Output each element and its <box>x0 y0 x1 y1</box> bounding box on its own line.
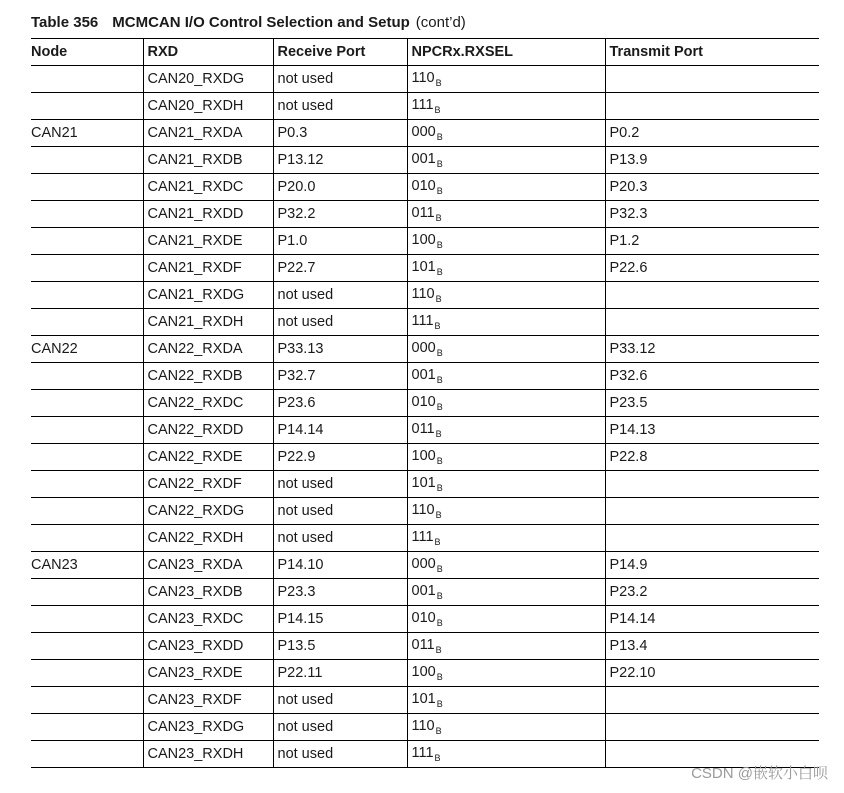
cell-rxd-text: CAN22_RXDF <box>147 476 242 492</box>
cell-rxd-text: CAN22_RXDA <box>147 341 243 357</box>
cell-transmit-port-text: P22.6 <box>609 260 648 276</box>
table-row <box>31 120 819 147</box>
cell-node <box>31 201 143 228</box>
rxsel-base-subscript: B <box>436 186 443 196</box>
watermark: CSDN @嵌软小白呗 <box>691 765 828 782</box>
cell-node <box>31 363 143 390</box>
rxsel-value: 000 <box>411 340 436 356</box>
cell-rxd <box>143 390 273 417</box>
cell-transmit-port <box>605 579 819 606</box>
table-row <box>31 336 819 363</box>
table-row <box>31 282 819 309</box>
rxsel-base-subscript: B <box>435 726 442 736</box>
cell-rxd <box>143 633 273 660</box>
cell-transmit-port <box>605 714 819 741</box>
header-row <box>31 39 819 66</box>
cell-transmit-port <box>605 228 819 255</box>
cell-receive-port-text: P22.11 <box>277 665 323 681</box>
cell-receive-port <box>273 309 407 336</box>
cell-node <box>31 336 143 363</box>
cell-rxsel <box>407 444 605 471</box>
cell-node <box>31 228 143 255</box>
rxsel-value: 011 <box>411 637 435 653</box>
cell-node <box>31 174 143 201</box>
cell-receive-port <box>273 363 407 390</box>
cell-receive-port <box>273 201 407 228</box>
cell-rxd <box>143 255 273 282</box>
cell-transmit-port <box>605 255 819 282</box>
cell-transmit-port-text: P13.4 <box>609 638 648 654</box>
cell-receive-port-text: P22.9 <box>277 449 316 465</box>
cell-rxd <box>143 147 273 174</box>
cell-transmit-port <box>605 498 819 525</box>
rxsel-base-subscript: B <box>435 429 442 439</box>
cell-receive-port-text: P14.10 <box>277 557 324 573</box>
cell-rxsel <box>407 228 605 255</box>
cell-transmit-port <box>605 660 819 687</box>
rxsel-base-subscript: B <box>436 240 443 250</box>
cell-rxsel <box>407 417 605 444</box>
rxsel-value: 111 <box>411 745 434 761</box>
table-row <box>31 633 819 660</box>
table-row <box>31 525 819 552</box>
cell-rxd <box>143 471 273 498</box>
cell-rxd <box>143 120 273 147</box>
rxsel-base-subscript: B <box>436 672 443 682</box>
cell-rxsel <box>407 282 605 309</box>
cell-rxsel <box>407 525 605 552</box>
column-header-node: Node <box>31 39 143 66</box>
cell-rxsel <box>407 174 605 201</box>
column-header-receive-port: Receive Port <box>273 39 407 66</box>
cell-receive-port-text: not used <box>277 530 334 546</box>
cell-receive-port-text: P32.7 <box>277 368 316 384</box>
cell-node <box>31 525 143 552</box>
cell-receive-port-text: not used <box>277 98 334 114</box>
cell-node-text: CAN22 <box>31 341 78 357</box>
cell-transmit-port-text: P14.9 <box>609 557 648 573</box>
cell-receive-port <box>273 714 407 741</box>
rxsel-value: 100 <box>411 664 436 680</box>
table-row <box>31 714 819 741</box>
cell-rxsel <box>407 390 605 417</box>
rxsel-base-subscript: B <box>436 564 443 574</box>
cell-receive-port-text: not used <box>277 746 334 762</box>
cell-rxd-text: CAN22_RXDH <box>147 530 244 546</box>
cell-receive-port <box>273 228 407 255</box>
cell-node-text: CAN23 <box>31 557 78 573</box>
cell-rxd <box>143 174 273 201</box>
rxsel-value: 100 <box>411 448 436 464</box>
io-control-table <box>31 38 819 768</box>
table-row <box>31 201 819 228</box>
table-row <box>31 309 819 336</box>
cell-receive-port <box>273 444 407 471</box>
table-row <box>31 417 819 444</box>
table-caption <box>31 12 466 34</box>
cell-transmit-port <box>605 66 819 93</box>
table-row <box>31 228 819 255</box>
cell-rxd-text: CAN22_RXDG <box>147 503 245 519</box>
cell-rxsel <box>407 633 605 660</box>
cell-receive-port <box>273 255 407 282</box>
rxsel-base-subscript: B <box>436 159 443 169</box>
cell-transmit-port <box>605 147 819 174</box>
cell-rxd-text: CAN21_RXDF <box>147 260 242 276</box>
cell-rxd <box>143 687 273 714</box>
cell-rxd-text: CAN21_RXDC <box>147 179 244 195</box>
cell-rxd-text: CAN23_RXDG <box>147 719 245 735</box>
cell-rxsel <box>407 93 605 120</box>
cell-rxd <box>143 552 273 579</box>
table-row <box>31 552 819 579</box>
table-row <box>31 498 819 525</box>
cell-rxd <box>143 363 273 390</box>
rxsel-value: 000 <box>411 124 436 140</box>
rxsel-base-subscript: B <box>436 483 443 493</box>
rxsel-value: 001 <box>411 583 436 599</box>
rxsel-base-subscript: B <box>436 267 443 277</box>
cell-rxd-text: CAN21_RXDA <box>147 125 243 141</box>
cell-transmit-port <box>605 687 819 714</box>
cell-receive-port-text: not used <box>277 287 334 303</box>
cell-rxd <box>143 336 273 363</box>
cell-rxd-text: CAN23_RXDH <box>147 746 244 762</box>
cell-rxd-text: CAN20_RXDG <box>147 71 245 87</box>
cell-rxd-text: CAN21_RXDD <box>147 206 244 222</box>
cell-rxd-text: CAN22_RXDE <box>147 449 243 465</box>
cell-receive-port <box>273 336 407 363</box>
table-row <box>31 606 819 633</box>
cell-rxd <box>143 579 273 606</box>
table-row <box>31 444 819 471</box>
cell-receive-port-text: P14.15 <box>277 611 324 627</box>
cell-receive-port-text: P14.14 <box>277 422 324 438</box>
rxsel-value: 101 <box>411 691 436 707</box>
table-row <box>31 579 819 606</box>
rxsel-value: 111 <box>411 313 434 329</box>
cell-rxd-text: CAN23_RXDF <box>147 692 242 708</box>
cell-node <box>31 444 143 471</box>
column-header-transmit-port: Transmit Port <box>605 39 819 66</box>
cell-receive-port <box>273 525 407 552</box>
cell-rxd-text: CAN22_RXDD <box>147 422 244 438</box>
cell-transmit-port-text: P1.2 <box>609 233 640 249</box>
cell-node <box>31 120 143 147</box>
cell-rxd-text: CAN20_RXDH <box>147 98 244 114</box>
cell-transmit-port <box>605 93 819 120</box>
cell-receive-port-text: P23.3 <box>277 584 316 600</box>
table-row <box>31 363 819 390</box>
cell-rxsel <box>407 660 605 687</box>
cell-node <box>31 417 143 444</box>
cell-node <box>31 471 143 498</box>
cell-rxd <box>143 228 273 255</box>
cell-rxsel <box>407 363 605 390</box>
table-title: MCMCAN I/O Control Selection and Setup <box>112 14 410 31</box>
cell-node <box>31 66 143 93</box>
table-row <box>31 687 819 714</box>
cell-rxd <box>143 66 273 93</box>
rxsel-base-subscript: B <box>434 753 441 763</box>
table-continued-note: (cont’d) <box>415 14 466 31</box>
cell-receive-port-text: not used <box>277 503 334 519</box>
cell-rxd-text: CAN23_RXDD <box>147 638 244 654</box>
cell-rxd-text: CAN21_RXDG <box>147 287 245 303</box>
table-row <box>31 66 819 93</box>
rxsel-value: 110 <box>411 70 435 86</box>
cell-node <box>31 390 143 417</box>
cell-node <box>31 282 143 309</box>
cell-receive-port-text: not used <box>277 314 334 330</box>
rxsel-base-subscript: B <box>435 78 442 88</box>
table-row <box>31 471 819 498</box>
cell-rxd-text: CAN23_RXDC <box>147 611 244 627</box>
cell-receive-port-text: not used <box>277 71 334 87</box>
cell-rxd-text: CAN23_RXDE <box>147 665 243 681</box>
cell-receive-port-text: P1.0 <box>277 233 308 249</box>
cell-receive-port <box>273 66 407 93</box>
cell-transmit-port <box>605 201 819 228</box>
cell-receive-port-text: P0.3 <box>277 125 308 141</box>
rxsel-base-subscript: B <box>434 105 441 115</box>
cell-rxd <box>143 93 273 120</box>
cell-transmit-port-text: P14.13 <box>609 422 656 438</box>
rxsel-base-subscript: B <box>436 132 443 142</box>
rxsel-base-subscript: B <box>436 375 443 385</box>
rxsel-value: 011 <box>411 205 435 221</box>
table-row <box>31 174 819 201</box>
cell-rxd <box>143 498 273 525</box>
cell-node <box>31 552 143 579</box>
rxsel-base-subscript: B <box>436 402 443 412</box>
cell-rxsel <box>407 741 605 768</box>
cell-receive-port <box>273 390 407 417</box>
cell-receive-port <box>273 687 407 714</box>
cell-node <box>31 714 143 741</box>
cell-transmit-port-text: P23.2 <box>609 584 648 600</box>
cell-receive-port-text: P32.2 <box>277 206 316 222</box>
cell-transmit-port <box>605 633 819 660</box>
cell-node <box>31 741 143 768</box>
column-header-rxsel: NPCRx.RXSEL <box>407 39 605 66</box>
cell-rxsel <box>407 66 605 93</box>
cell-rxd-text: CAN21_RXDH <box>147 314 244 330</box>
cell-receive-port-text: not used <box>277 692 334 708</box>
cell-receive-port <box>273 93 407 120</box>
rxsel-base-subscript: B <box>436 699 443 709</box>
rxsel-value: 110 <box>411 718 435 734</box>
cell-receive-port <box>273 120 407 147</box>
cell-node <box>31 147 143 174</box>
cell-receive-port-text: P22.7 <box>277 260 316 276</box>
cell-rxd-text: CAN23_RXDA <box>147 557 243 573</box>
rxsel-value: 100 <box>411 232 436 248</box>
cell-node <box>31 498 143 525</box>
cell-node <box>31 579 143 606</box>
rxsel-value: 111 <box>411 97 434 113</box>
cell-receive-port-text: P13.12 <box>277 152 324 168</box>
cell-rxsel <box>407 336 605 363</box>
cell-rxd <box>143 741 273 768</box>
cell-receive-port <box>273 633 407 660</box>
cell-node <box>31 687 143 714</box>
cell-node <box>31 660 143 687</box>
rxsel-base-subscript: B <box>436 348 443 358</box>
cell-transmit-port <box>605 390 819 417</box>
cell-receive-port <box>273 606 407 633</box>
cell-node <box>31 309 143 336</box>
rxsel-value: 101 <box>411 259 436 275</box>
cell-transmit-port <box>605 174 819 201</box>
rxsel-base-subscript: B <box>434 537 441 547</box>
cell-transmit-port-text: P22.10 <box>609 665 656 681</box>
cell-rxsel <box>407 255 605 282</box>
cell-rxd <box>143 606 273 633</box>
table-number: Table 356 <box>31 14 99 31</box>
cell-transmit-port-text: P33.12 <box>609 341 656 357</box>
rxsel-value: 010 <box>411 178 436 194</box>
cell-rxd <box>143 444 273 471</box>
cell-node <box>31 606 143 633</box>
cell-receive-port <box>273 282 407 309</box>
cell-transmit-port-text: P32.3 <box>609 206 648 222</box>
cell-receive-port <box>273 579 407 606</box>
rxsel-value: 011 <box>411 421 435 437</box>
cell-rxsel <box>407 687 605 714</box>
cell-transmit-port <box>605 606 819 633</box>
cell-rxd-text: CAN23_RXDB <box>147 584 243 600</box>
cell-transmit-port-text: P20.3 <box>609 179 648 195</box>
cell-rxsel <box>407 579 605 606</box>
table-row <box>31 255 819 282</box>
cell-rxsel <box>407 552 605 579</box>
rxsel-base-subscript: B <box>434 321 441 331</box>
cell-receive-port <box>273 660 407 687</box>
cell-transmit-port-text: P13.9 <box>609 152 648 168</box>
cell-receive-port <box>273 471 407 498</box>
cell-rxsel <box>407 714 605 741</box>
cell-transmit-port-text: P22.8 <box>609 449 648 465</box>
table-row <box>31 390 819 417</box>
cell-transmit-port-text: P32.6 <box>609 368 648 384</box>
rxsel-value: 110 <box>411 286 435 302</box>
rxsel-value: 111 <box>411 529 434 545</box>
rxsel-value: 000 <box>411 556 436 572</box>
rxsel-base-subscript: B <box>435 510 442 520</box>
cell-rxd-text: CAN22_RXDB <box>147 368 243 384</box>
cell-receive-port-text: not used <box>277 719 334 735</box>
cell-receive-port-text: not used <box>277 476 334 492</box>
cell-rxd <box>143 660 273 687</box>
rxsel-base-subscript: B <box>435 294 442 304</box>
cell-rxd-text: CAN21_RXDE <box>147 233 243 249</box>
rxsel-value: 001 <box>411 367 436 383</box>
table-row <box>31 93 819 120</box>
cell-rxsel <box>407 309 605 336</box>
cell-rxd-text: CAN21_RXDB <box>147 152 243 168</box>
cell-transmit-port <box>605 444 819 471</box>
cell-transmit-port-text: P0.2 <box>609 125 640 141</box>
rxsel-base-subscript: B <box>436 456 443 466</box>
cell-node <box>31 633 143 660</box>
cell-rxd <box>143 282 273 309</box>
cell-node <box>31 93 143 120</box>
cell-transmit-port <box>605 309 819 336</box>
cell-receive-port-text: P20.0 <box>277 179 316 195</box>
cell-rxd <box>143 417 273 444</box>
table-row <box>31 660 819 687</box>
cell-transmit-port-text: P23.5 <box>609 395 648 411</box>
rxsel-base-subscript: B <box>436 618 443 628</box>
cell-receive-port <box>273 174 407 201</box>
table-row <box>31 147 819 174</box>
cell-receive-port <box>273 498 407 525</box>
cell-node <box>31 255 143 282</box>
cell-rxsel <box>407 120 605 147</box>
cell-rxsel <box>407 606 605 633</box>
cell-receive-port-text: P33.13 <box>277 341 324 357</box>
rxsel-value: 010 <box>411 394 436 410</box>
cell-transmit-port <box>605 120 819 147</box>
cell-rxsel <box>407 471 605 498</box>
cell-transmit-port <box>605 552 819 579</box>
cell-receive-port <box>273 741 407 768</box>
cell-rxd <box>143 714 273 741</box>
cell-rxd <box>143 309 273 336</box>
cell-transmit-port <box>605 417 819 444</box>
cell-receive-port <box>273 147 407 174</box>
cell-rxsel <box>407 498 605 525</box>
cell-rxd-text: CAN22_RXDC <box>147 395 244 411</box>
cell-rxd <box>143 201 273 228</box>
rxsel-value: 001 <box>411 151 436 167</box>
cell-node-text: CAN21 <box>31 125 78 141</box>
rxsel-base-subscript: B <box>436 591 443 601</box>
cell-transmit-port-text: P14.14 <box>609 611 656 627</box>
cell-transmit-port <box>605 282 819 309</box>
cell-receive-port <box>273 417 407 444</box>
cell-rxsel <box>407 147 605 174</box>
cell-transmit-port <box>605 363 819 390</box>
cell-transmit-port <box>605 336 819 363</box>
rxsel-value: 010 <box>411 610 436 626</box>
rxsel-value: 110 <box>411 502 435 518</box>
cell-receive-port-text: P23.6 <box>277 395 316 411</box>
column-header-rxd: RXD <box>143 39 273 66</box>
cell-receive-port <box>273 552 407 579</box>
rxsel-base-subscript: B <box>435 645 442 655</box>
cell-transmit-port <box>605 471 819 498</box>
rxsel-value: 101 <box>411 475 436 491</box>
table-body <box>31 66 819 768</box>
cell-rxd <box>143 525 273 552</box>
cell-receive-port-text: P13.5 <box>277 638 316 654</box>
cell-transmit-port <box>605 525 819 552</box>
cell-rxsel <box>407 201 605 228</box>
rxsel-base-subscript: B <box>435 213 442 223</box>
